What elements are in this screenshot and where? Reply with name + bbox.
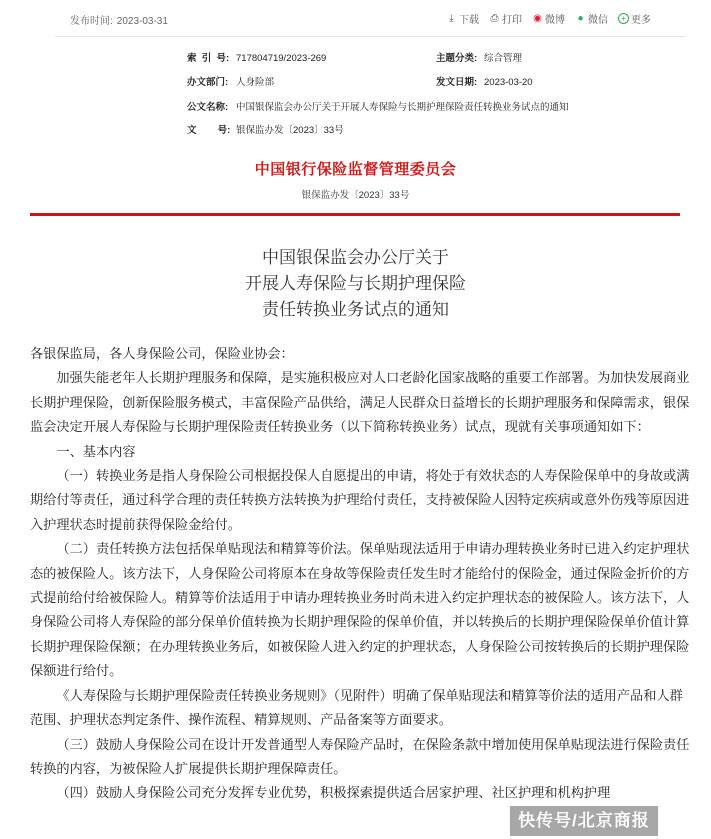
docno-value: 银保监办发〔2023〕33号 [236,125,344,136]
download-label: 下载 [459,15,479,26]
weibo-icon: ◉ [533,13,542,24]
more-icon: + [618,13,629,24]
docname-value: 中国银保监会办公厅关于开展人寿保险与长期护理保险责任转换业务试点的通知 [236,102,569,113]
paragraph-4: （三）鼓励人身保险公司在设计开发普通型人寿保险产品时，在保险条款中增加使用保单贴现法进行保险责任转换的内容，为被保险人扩展提供长期护理保障责任。 [30,736,690,776]
index-label: 索 引 号: [187,53,230,64]
wechat-share-button[interactable] [575,11,608,26]
download-button[interactable] [446,11,479,26]
docname-label: 公文名称: [187,102,229,113]
greeting: 各银保监局，各人身保险公司，保险业协会： [30,346,294,361]
dept-label: 办文部门: [187,77,229,88]
publish-label: 发布时间: [70,16,113,27]
red-divider [30,213,680,216]
section-heading: 一、基本内容 [56,443,136,459]
paragraph-3: 《人寿保险与长期护理保险责任转换业务规则》（见附件）明确了保单贴现法和精算等价法的适用产品和人群范围、护理状态判定条件、操作流程、精算规则、产品备案等方面要求。 [30,687,683,728]
meta-row-dept [0,74,711,92]
topic-label: 主题分类: [436,53,478,64]
paragraph-2: （二）责任转换方法包括保单贴现法和精算等价法。保单贴现法适用于申请办理转换业务时已进入约定护理状态的被保险人。该方法下，人身保险公司将原本在身故等保险责任发生时才能给付的保险金，通过保险金折价的方式提前给付给被保险人。精算等价法适用于申请办理转换业务时尚未进入约定护理状态的被保险人。该方法下，人身保险公司将人寿保险的部分保单价值转换为长期护理保险的保单价值，并以转换后的长期护理保险保单价值计算长期护理保险保额；在办理转换业务后，如被保险人进入约定的护理状态，人身保险公司按转换后的长期护理保险保额进行给付。 [30,541,690,679]
print-button[interactable] [489,11,522,26]
issuing-organization: 中国银行保险监督管理委员会 [254,161,457,178]
date-value: 2023-03-20 [484,77,533,88]
index-value: 717804719/2023-269 [236,53,327,64]
more-share-button[interactable] [618,11,651,26]
date-label: 发文日期: [436,77,478,88]
divider [55,36,685,37]
share-actions [446,11,651,26]
paragraph-5: （四）鼓励人身保险公司充分发挥专业优势，积极探索提供适合居家护理、社区护理和机构护理 [56,785,611,801]
title-line-1: 中国银保监会办公厅关于 [262,248,449,267]
top-bar [0,0,711,36]
docno-label: 文 号: [187,125,231,136]
print-label: 打印 [502,15,522,26]
publish-date: 2023-03-31 [116,16,168,27]
publish-info [70,12,172,27]
meta-row-docno [0,122,711,140]
print-icon: ⎙ [490,13,499,24]
wechat-icon: ● [577,13,584,24]
meta-row-index [0,50,711,68]
weibo-share-button[interactable] [532,11,565,26]
intro-paragraph: 加强失能老年人长期护理服务和保障，是实施积极应对人口老龄化国家战略的重要工作部署。为加快发展商业长期护理保险，创新保险服务模式，丰富保险产品供给，满足人民群众日益增长的长期护理服务和保障需求，银保监会决定开展人寿保险与长期护理保险责任转换业务（以下简称转换业务）试点，现就有关事项通知如下： [30,370,690,435]
document-title [0,245,711,323]
meta-row-docname [0,99,711,117]
download-icon: ⤓ [449,13,454,24]
wechat-label: 微信 [588,15,608,26]
title-line-2: 开展人寿保险与长期护理保险 [245,274,466,293]
source-watermark: 快传号/北京商报 [510,806,658,836]
title-line-3: 责任转换业务试点的通知 [262,300,449,319]
more-label: 更多 [631,15,651,26]
header-doc-number: 银保监办发〔2023〕33号 [301,190,410,201]
topic-value: 综合管理 [484,53,523,64]
weibo-label: 微博 [545,15,565,26]
document-body [30,342,690,806]
dept-value: 人身险部 [236,77,275,88]
paragraph-1: （一）转换业务是指人身保险公司根据投保人自愿提出的申请，将处于有效状态的人寿保险保单中的身故或满期给付等责任，通过科学合理的责任转换方法转换为护理给付责任，支持被保险人因特定疾病或意外伤残等原因进入护理状态时提前获得保险金给付。 [30,468,690,532]
